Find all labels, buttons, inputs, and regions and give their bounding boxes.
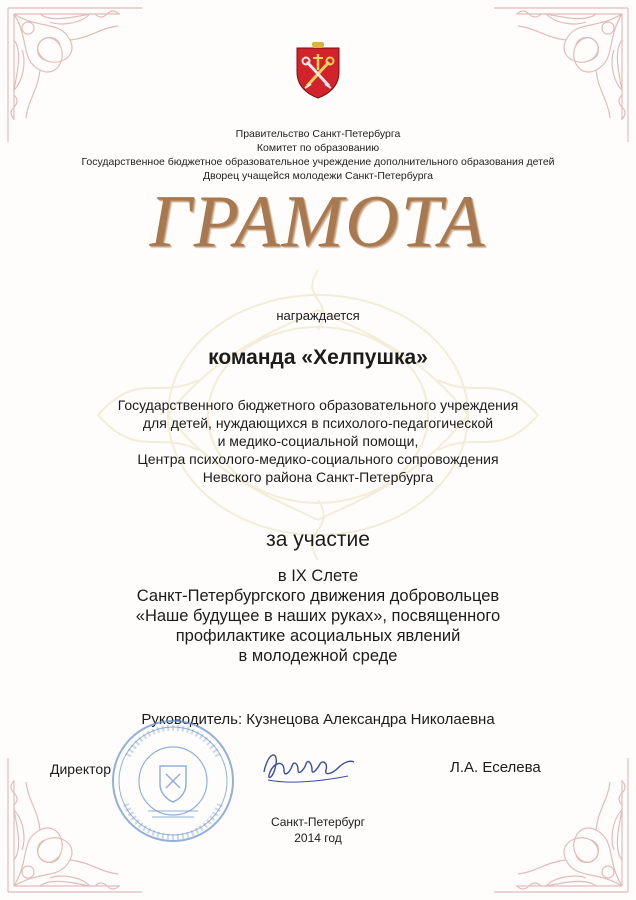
organization-line: Центра психолого-медико-социального сопровождения bbox=[137, 451, 499, 467]
director-label: Директор bbox=[50, 761, 111, 777]
awarded-label: награждается bbox=[276, 308, 360, 323]
event-line: Санкт-Петербургского движения добровольцев bbox=[136, 587, 500, 605]
team-name: команда «Хелпушка» bbox=[208, 346, 428, 369]
leader-line: Руководитель: Кузнецова Александра Николаевна bbox=[141, 711, 495, 728]
handwritten-signature-icon bbox=[258, 742, 358, 790]
organization-line: и медико-социальной помощи, bbox=[217, 433, 419, 449]
event-line: в молодежной среде bbox=[238, 647, 398, 665]
organization-line: Невского района Санкт-Петербурга bbox=[202, 469, 434, 485]
event-line: «Наше будущее в наших руках», посвященного bbox=[135, 607, 501, 625]
issue-place-date bbox=[0, 814, 636, 846]
issuer-header bbox=[0, 127, 636, 183]
header-line-institution: Государственное бюджетное образовательное учреждение дополнительного образования детей bbox=[81, 156, 555, 168]
event-line: в IX Слете bbox=[277, 567, 359, 585]
issue-year: 2014 год bbox=[294, 831, 342, 845]
event-line: профилактике асоциальных явлений bbox=[175, 627, 461, 645]
organization-line: для детей, нуждающихся в психолого-педагогической bbox=[142, 415, 494, 431]
organization-text bbox=[0, 396, 636, 486]
event-text bbox=[0, 566, 636, 666]
saint-petersburg-coat-of-arms-icon bbox=[293, 42, 343, 100]
header-line-committee: Комитет по образованию bbox=[256, 142, 380, 154]
director-name: Л.А. Еселева bbox=[450, 759, 541, 776]
participation-label: за участие bbox=[266, 528, 370, 551]
certificate-title: ГРАМОТА bbox=[149, 181, 487, 263]
organization-line: Государственного бюджетного образовательного учреждения bbox=[117, 397, 519, 413]
header-line-government: Правительство Санкт-Петербурга bbox=[235, 128, 401, 140]
issue-city: Санкт-Петербург bbox=[270, 815, 366, 829]
header-line-palace: Дворец учащейся молодежи Санкт-Петербурга bbox=[203, 170, 433, 182]
